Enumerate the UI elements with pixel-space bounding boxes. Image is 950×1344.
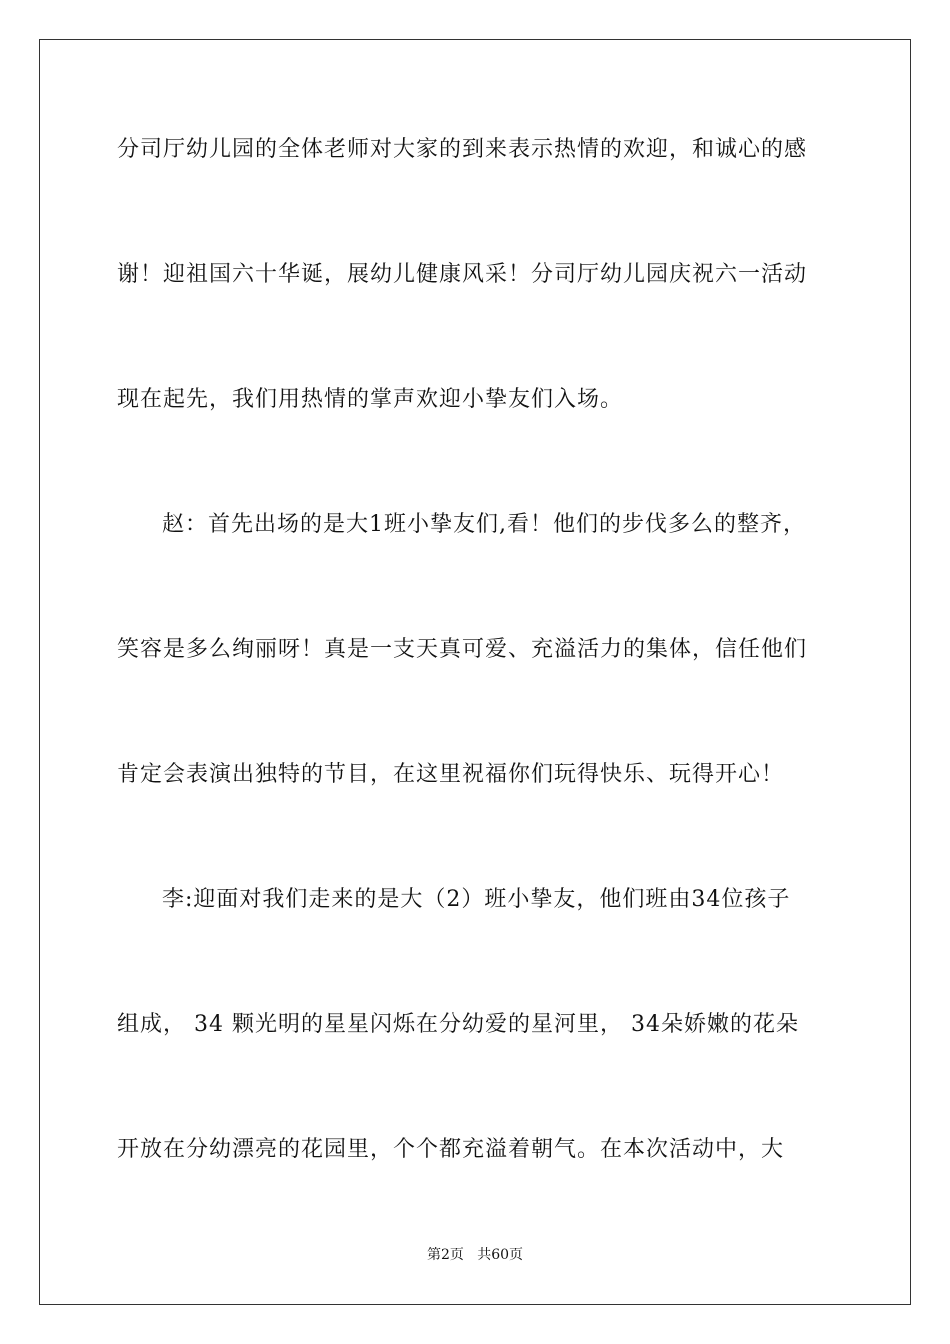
body-text-line: 李:迎面对我们走来的是大（2）班小挚友，他们班由34位孩子 [162, 887, 791, 912]
body-text-line: 现在起先，我们用热情的掌声欢迎小挚友们入场。 [117, 387, 624, 412]
body-text-line: 组成， 34 颗光明的星星闪烁在分幼爱的星河里， 34朵娇嫩的花朵 [117, 1012, 799, 1037]
body-text-line: 谢！迎祖国六十华诞，展幼儿健康风采！分司厅幼儿园庆祝六一活动 [117, 262, 808, 287]
body-text-line: 笑容是多么绚丽呀！真是一支天真可爱、充溢活力的集体，信任他们 [117, 637, 808, 662]
body-text-line: 肯定会表演出独特的节目，在这里祝福你们玩得快乐、玩得开心！ [117, 762, 785, 787]
body-text-line: 分司厅幼儿园的全体老师对大家的到来表示热情的欢迎，和诚心的感 [117, 137, 808, 162]
page-border [39, 39, 911, 1305]
page-number-footer: 第2页 共60页 [426, 1247, 524, 1263]
body-text-line: 赵：首先出场的是大1班小挚友们,看！他们的步伐多么的整齐， [162, 512, 806, 537]
body-text-line: 开放在分幼漂亮的花园里，个个都充溢着朝气。在本次活动中，大 [117, 1137, 785, 1162]
